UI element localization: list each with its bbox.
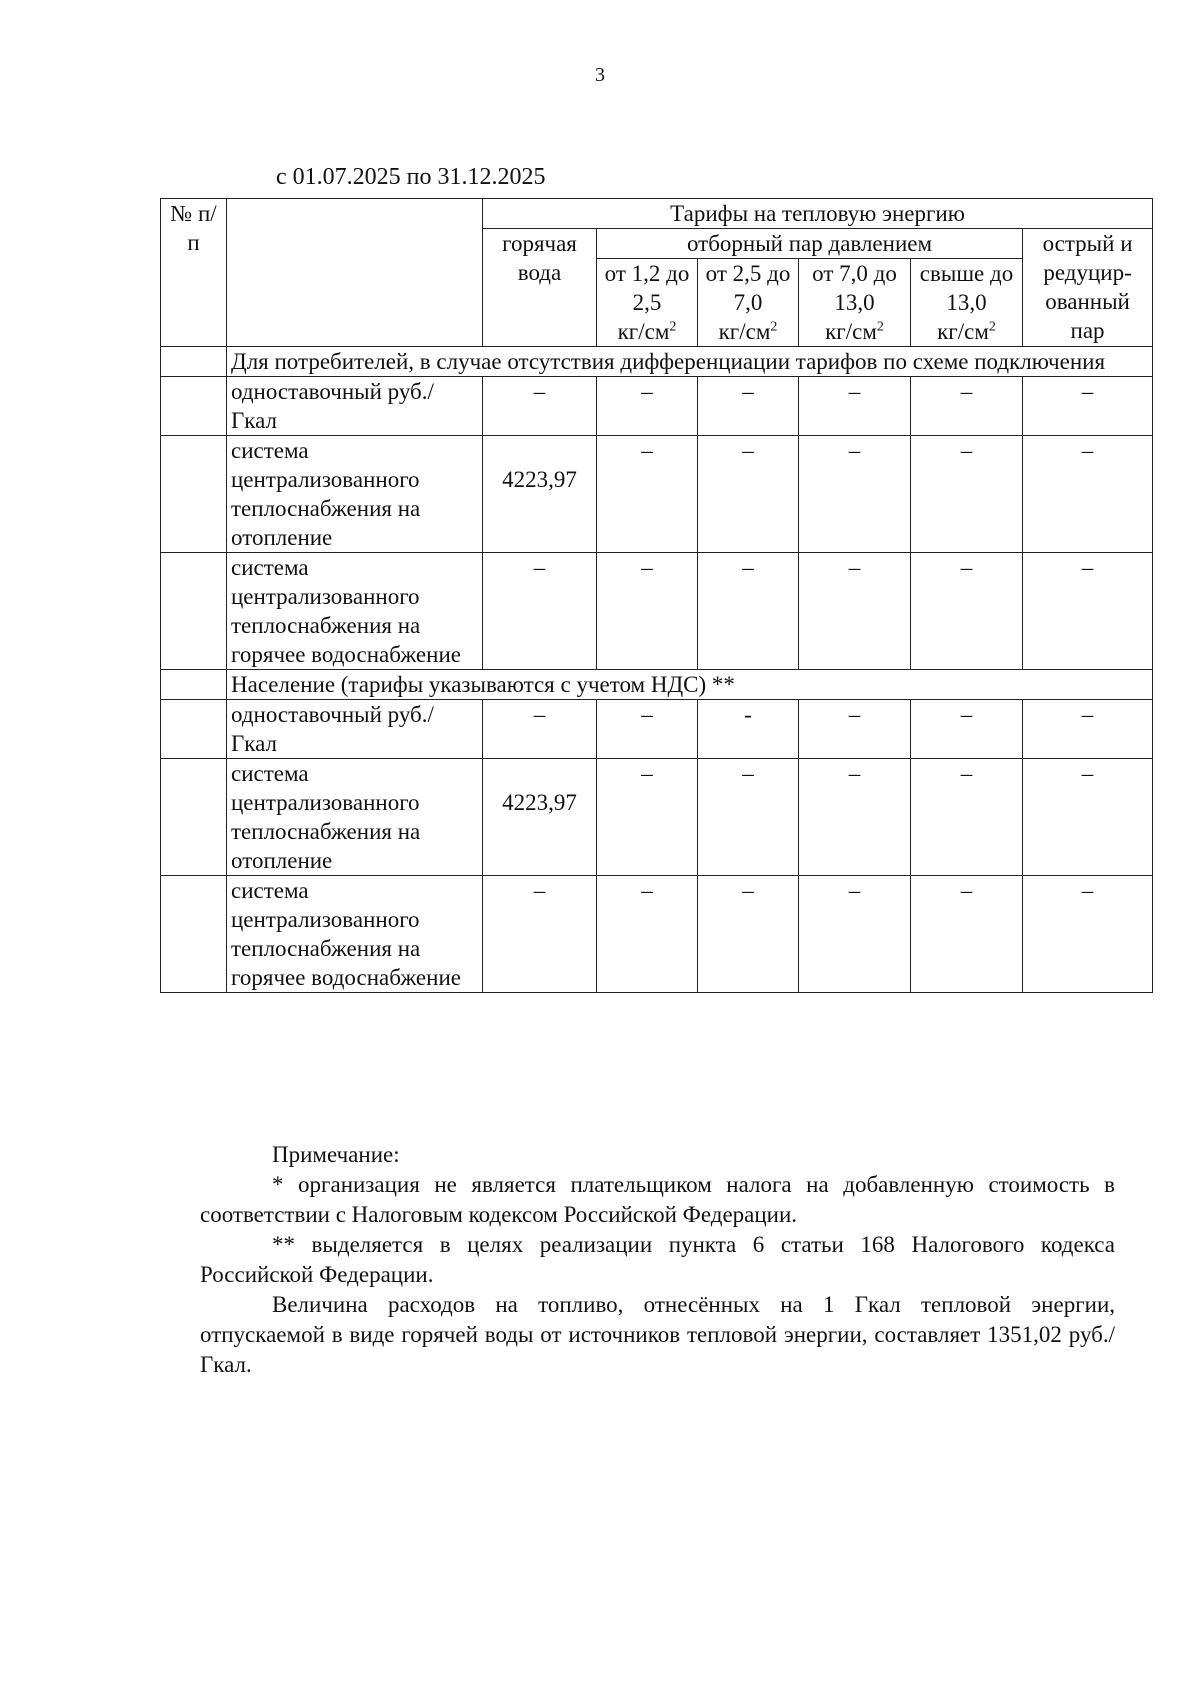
header-steam-3 xyxy=(799,259,911,347)
value-cell: – xyxy=(799,553,911,670)
row-label: система централизованного теплоснабжения на горячее водоснабжение xyxy=(227,876,483,993)
row-number-cell xyxy=(161,347,227,377)
table-row xyxy=(161,759,1153,876)
unit: кг/см xyxy=(937,319,989,344)
row-label: система централизованного теплоснабжения на отопление xyxy=(227,759,483,876)
value-cell: – xyxy=(698,553,799,670)
value-cell: – xyxy=(483,377,597,436)
value-cell: – xyxy=(597,553,698,670)
unit-sup: 2 xyxy=(770,319,778,335)
value-cell: – xyxy=(597,759,698,876)
table-row xyxy=(161,377,1153,436)
row-number-cell xyxy=(161,759,227,876)
table-row xyxy=(161,876,1153,993)
table-section-row xyxy=(161,670,1153,700)
value-cell: – xyxy=(799,436,911,553)
value-cell: – xyxy=(911,759,1023,876)
table-section-row xyxy=(161,347,1153,377)
header-tariffs: Тарифы на тепловую энергию xyxy=(483,199,1153,229)
note-1: * организация не является плательщиком налога на добавленную стоимость в соответствии с Налоговым кодексом Российской Федерации. xyxy=(200,1172,1115,1227)
note-2: ** выделяется в целях реализации пункта 6 статьи 168 Налогового кодекса Российской Федерации. xyxy=(200,1232,1115,1287)
notes-title: Примечание: xyxy=(272,1142,400,1167)
value-cell: – xyxy=(1023,377,1153,436)
value-cell: – xyxy=(911,553,1023,670)
note-3: Величина расходов на топливо, отнесённых на 1 Гкал тепловой энергии, отпускаемой в виде горячей воды от источников тепловой энергии, составляет 1351,02 руб./Гкал. xyxy=(200,1292,1115,1377)
header-steam-4 xyxy=(911,259,1023,347)
value-cell: 4223,97 xyxy=(483,436,597,553)
notes-block xyxy=(200,1140,1115,1380)
value-cell: – xyxy=(1023,876,1153,993)
steam-3-range: от 7,0 до 13,0 xyxy=(812,261,897,315)
value-cell: – xyxy=(1023,759,1153,876)
unit: кг/см xyxy=(617,319,670,344)
steam-2-range: от 2,5 до 7,0 xyxy=(705,261,791,315)
value-cell: – xyxy=(483,700,597,759)
steam-4-range: свыше до 13,0 xyxy=(919,261,1014,315)
row-number-cell xyxy=(161,700,227,759)
period-title: с 01.07.2025 по 31.12.2025 xyxy=(276,164,546,190)
tariff-table xyxy=(160,198,1153,993)
table-header xyxy=(161,199,1153,347)
value-cell: – xyxy=(1023,436,1153,553)
value-cell: – xyxy=(911,436,1023,553)
header-hot-water: горячая вода xyxy=(483,229,597,347)
table-row xyxy=(161,553,1153,670)
unit-sup: 2 xyxy=(876,319,884,335)
value-cell: – xyxy=(1023,553,1153,670)
header-number: № п/п xyxy=(161,199,227,347)
unit-sup: 2 xyxy=(988,319,996,335)
table-body xyxy=(161,347,1153,993)
value-cell: – xyxy=(483,876,597,993)
row-number-cell xyxy=(161,876,227,993)
value-cell: – xyxy=(799,759,911,876)
value-cell: – xyxy=(698,377,799,436)
header-sharp-steam: острый и редуцир-ованный пар xyxy=(1023,229,1153,347)
value-cell: – xyxy=(1023,700,1153,759)
row-number-cell xyxy=(161,670,227,700)
row-number-cell xyxy=(161,553,227,670)
row-number-cell xyxy=(161,377,227,436)
value-cell: – xyxy=(597,377,698,436)
value-cell: – xyxy=(597,700,698,759)
row-label: система централизованного теплоснабжения на отопление xyxy=(227,436,483,553)
value-cell: 4223,97 xyxy=(483,759,597,876)
row-number-cell xyxy=(161,436,227,553)
value-cell: – xyxy=(911,700,1023,759)
header-steam: отборный пар давлением xyxy=(597,229,1023,259)
value-cell: – xyxy=(597,876,698,993)
value-cell: – xyxy=(698,436,799,553)
header-blank xyxy=(227,199,483,347)
value-cell: – xyxy=(799,700,911,759)
steam-1-range: от 1,2 до 2,5 xyxy=(604,261,690,315)
unit: кг/см xyxy=(718,319,771,344)
value-cell: – xyxy=(698,759,799,876)
value-cell: – xyxy=(799,377,911,436)
row-label: одноставочный руб./Гкал xyxy=(227,377,483,436)
value-cell: – xyxy=(597,436,698,553)
row-label: одноставочный руб./Гкал xyxy=(227,700,483,759)
value-cell: – xyxy=(911,377,1023,436)
value-cell: - xyxy=(698,700,799,759)
header-steam-1 xyxy=(597,259,698,347)
value-cell: – xyxy=(483,553,597,670)
value-cell: – xyxy=(911,876,1023,993)
page-number: 3 xyxy=(595,64,605,86)
unit-sup: 2 xyxy=(669,319,677,335)
value-cell: – xyxy=(799,876,911,993)
table-row xyxy=(161,436,1153,553)
value-cell: – xyxy=(698,876,799,993)
header-steam-2 xyxy=(698,259,799,347)
row-label: система централизованного теплоснабжения на горячее водоснабжение xyxy=(227,553,483,670)
section-label: Население (тарифы указываются с учетом НДС) ** xyxy=(227,670,1153,700)
section-label: Для потребителей, в случае отсутствия дифференциации тарифов по схеме подключения xyxy=(227,347,1153,377)
table-row xyxy=(161,700,1153,759)
unit: кг/см xyxy=(825,319,877,344)
